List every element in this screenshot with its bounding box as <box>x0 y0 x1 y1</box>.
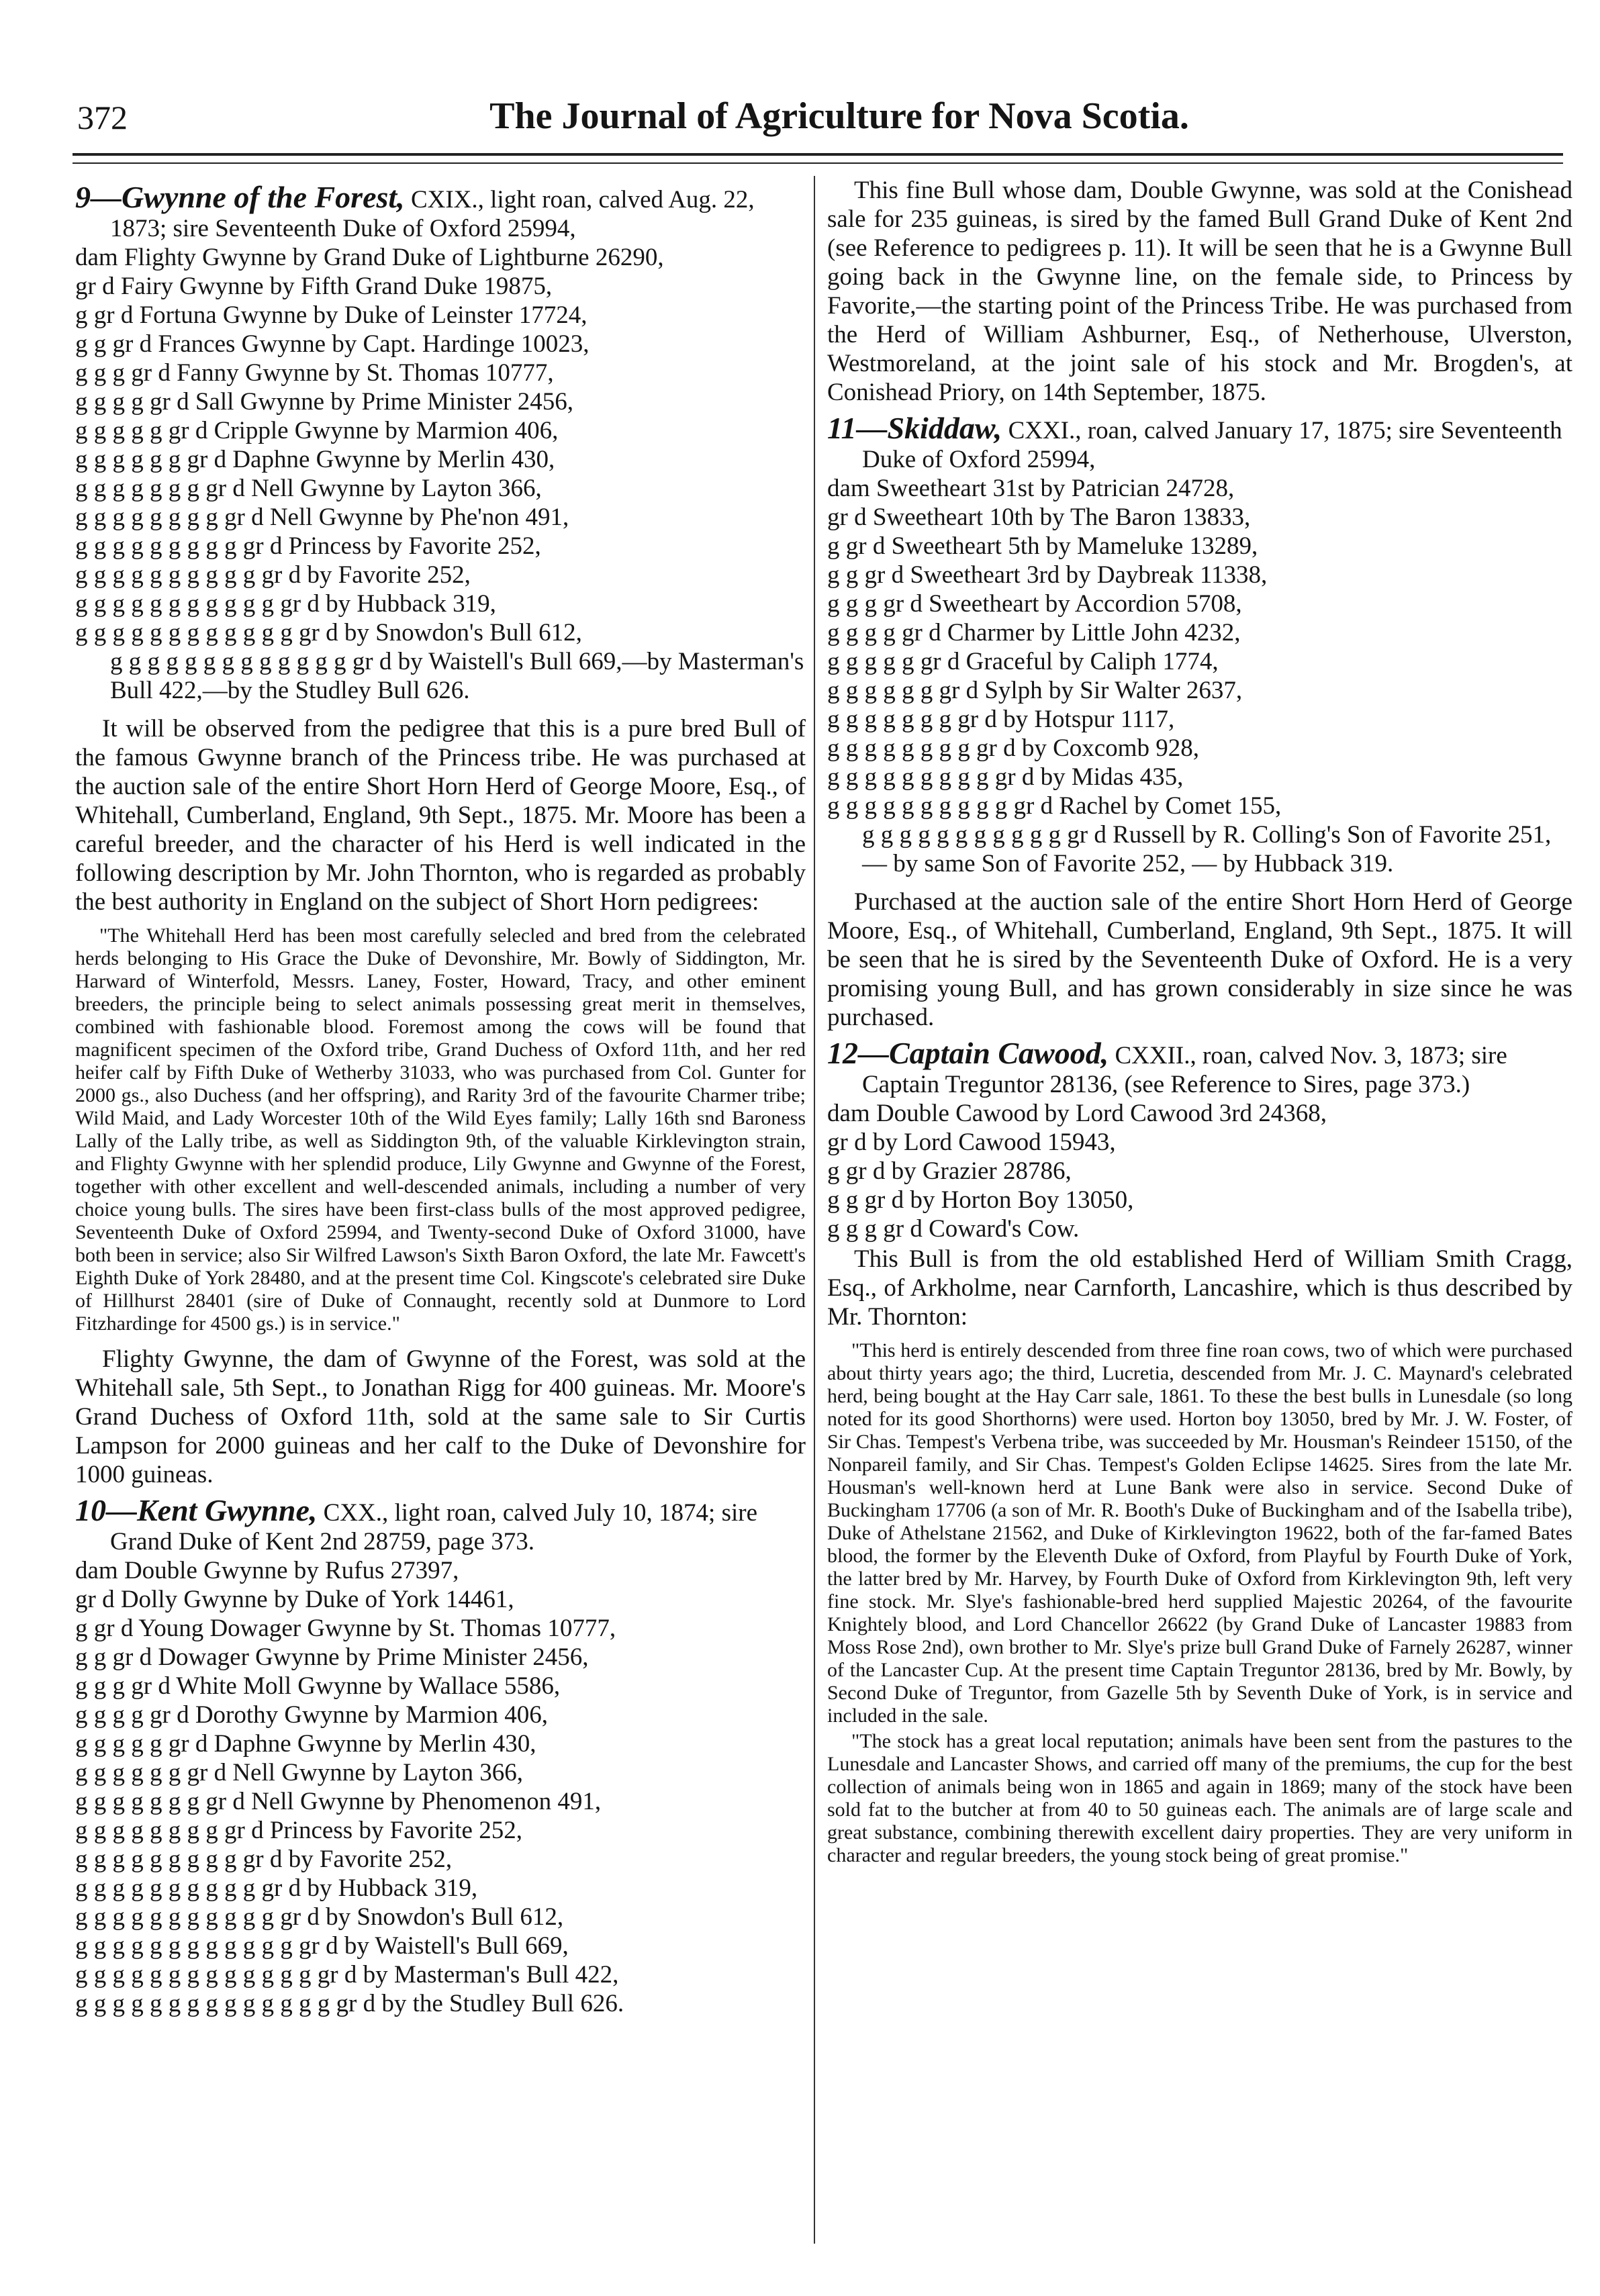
paragraph: This fine Bull whose dam, Double Gwynne, was sold at the Conishead sale for 235 guineas, is sired by the famed Bull Grand Duke of Kent 2nd (see Reference to pedigrees p. 11). It will be seen that he is a Gwynne Bull going back in the Gwynne line, on the female side, to Princess by Favorite,—the starting point of the Princess Tribe. He was purchased from the Herd of William Ashburner, Esq., of Netherhouse, Ulverston, Westmoreland, at the joint sale of his stock and Mr. Brogden's, at Conishead Priory, on 14th September, 1875. <box>827 177 1572 406</box>
pedigree-line: gr d Dolly Gwynne by Duke of York 14461, <box>75 1586 514 1613</box>
header-rule <box>73 153 1563 156</box>
paragraph: Flighty Gwynne, the dam of Gwynne of the Forest, was sold at the Whitehall sale, 5th Sept., to Jonathan Rigg for 400 guineas. Mr. Moore's Grand Duchess of Oxford 11th, sold at the same sale to Sir Curtis Lampson for 2000 guineas and her calf to the Duke of Devonshire for 1000 guineas. <box>75 1345 806 1488</box>
pedigree-line: g g g gr d White Moll Gwynne by Wallace 5586, <box>75 1672 561 1700</box>
pedigree-line: g g g g g g g g gr d Princess by Favorite 252, <box>75 1817 522 1844</box>
pedigree-line: g g g g g g g g g g g gr d by Hubback 319, <box>75 590 496 618</box>
pedigree-line: g g g g g g g g g g gr d Rachel by Comet 155, <box>827 792 1282 820</box>
entry-heading <box>827 1036 1572 1099</box>
pedigree-line: g g g g g g g g g g g g g gr d by Waistell's Bull 669,—by Masterman's Bull 422,—by the Studley Bull 626. <box>110 648 804 704</box>
pedigree-line: g g g gr d Fanny Gwynne by St. Thomas 10777, <box>75 359 554 387</box>
page-number: 372 <box>77 99 128 136</box>
pedigree-line: gr d by Lord Cawood 15943, <box>827 1129 1116 1156</box>
pedigree-line: g g g g g g g g gr d by Coxcomb 928, <box>827 734 1199 762</box>
pedigree-line: g gr d Fortuna Gwynne by Duke of Leinster 17724, <box>75 301 587 329</box>
entry-description: CXX., light roan, calved July 10, 1874; sire Grand Duke of Kent 2nd 28759, page 373. <box>110 1499 758 1556</box>
pedigree-line: dam Flighty Gwynne by Grand Duke of Lightburne 26290, <box>75 244 664 271</box>
pedigree-line: g g g g g g gr d Sylph by Sir Walter 2637, <box>827 677 1243 704</box>
entry-name: 12—Captain Cawood, <box>827 1036 1109 1070</box>
pedigree-line: g g g g g g g gr d by Hotspur 1117, <box>827 706 1175 733</box>
quotation: "This herd is entirely descended from three fine roan cows, two of which were purchased about thirty years ago; the third, Lucretia, descended from Mr. J. C. Maynard's celebrated herd, being bought at the Hay Carr sale, 1861. To these the best bulls in Lunesdale (so long noted for its good Shorthorns) were used. Horton boy 13050, bred by Mr. J. W. Foster, of Sir Chas. Tempest's Verbena tribe, was succeeded by Mr. Housman's Reindeer 15150, of the Nonpareil family, and Sir Chas. Tempest's Golden Eclipse 14625. Sires from the late Mr. Housman's well-known herd at Lune Bank were also in service. Second Duke of Buckingham 17706 (a son of Mr. R. Booth's Duke of Buckingham and of the Isabella tribe), Duke of Athelstane 21562, and Duke of Kirklevington 19622, both of the far-famed Bates blood, the former by the Eleventh Duke of Oxford, from Playful by Fourth Duke of York, the latter bred by Mr. Harvey, by Fourth Duke of Oxford from Kirklevington 9th, left very fine stock. Mr. Slye's fashionable-bred herd supplied Majestic 20264, of the favourite Knightely blood, and Lord Chancellor 26622 (by Grand Duke of Lancaster 19883 from Moss Rose 2nd), own brother to Mr. Slye's prize bull Grand Duke of Farnely 26287, winner of the Lancaster Cup. At the present time Captain Treguntor 28136, bred by Mr. Bowly, by Second Duke of Treguntor, from Gazelle 5th by Seventh Duke of York, is in service and included in the sale. <box>827 1339 1572 1727</box>
pedigree-line: g g g g g gr d Graceful by Caliph 1774, <box>827 648 1219 675</box>
pedigree-line: g g g g g g g g g gr d by Favorite 252, <box>75 1846 453 1873</box>
pedigree-line: g g g g gr d Charmer by Little John 4232, <box>827 619 1241 647</box>
entry-description: CXXII., roan, calved Nov. 3, 1873; sire Captain Treguntor 28136, (see Reference to Sires, page 373.) <box>862 1042 1507 1098</box>
entry-name: 10—Kent Gwynne, <box>75 1493 318 1527</box>
pedigree-line: g g g g g g g gr d Nell Gwynne by Phenomenon 491, <box>75 1788 602 1815</box>
journal-title: The Journal of Agriculture for Nova Scotia. <box>489 95 1189 137</box>
pedigree-line: g g g g g g g g g gr d Princess by Favorite 252, <box>75 532 541 560</box>
entry-heading <box>75 180 806 243</box>
quotation: "The stock has a great local reputation; animals have been sent from the pastures to the Lunesdale and Lancaster Shows, and carried off many of the premiums, the cup for the best collection of animals being won in 1865 and again in 1869; many of the stock have been sold fat to the butcher at from 40 to 50 guineas each. The animals are of large scale and great substance, combining therewith excellent dairy properties. They are very uniform in character and regular breeders, the young stock being of great promise." <box>827 1730 1572 1866</box>
pedigree-line: g g g g g g g g g g gr d by Favorite 252, <box>75 561 471 589</box>
pedigree-line: g gr d Sweetheart 5th by Mameluke 13289, <box>827 532 1258 560</box>
pedigree-line: dam Double Cawood by Lord Cawood 3rd 24368, <box>827 1100 1327 1127</box>
pedigree-line: g g g g g g g g g g g gr d by Snowdon's Bull 612, <box>75 1903 564 1931</box>
pedigree-line: g g g g g g g gr d Nell Gwynne by Layton 366, <box>75 475 542 502</box>
pedigree-line: g g g g g g g g g gr d by Midas 435, <box>827 763 1184 791</box>
pedigree <box>75 1556 806 2018</box>
pedigree-line: g gr d by Grazier 28786, <box>827 1157 1072 1185</box>
pedigree-line: g g g g g g g g gr d Nell Gwynne by Phe'non 491, <box>75 504 569 531</box>
quotation: "The Whitehall Herd has been most carefully selecled and bred from the celebrated herds belonging to His Grace the Duke of Devonshire, Mr. Bowly of Siddington, Mr. Harward of Winterfold, Messrs. Laney, Foster, Howard, Tracy, and other eminent breeders, the principle being to select animals possessing great merit in themselves, combined with fashionable blood. Foremost among the cows will be found that magnificent specimen of the Oxford tribe, Grand Duchess of Oxford 11th, and her red heifer calf by Fifth Duke of Wetherby 31033, who was purchased from Col. Gunter for 2000 gs., also Duchess (and her offspring), and Rarity 3rd of the favourite Charmer tribe; Wild Maid, and Lady Worcester 10th of the Wild Eyes family; Lally 16th snd Baroness Lally of the Lally tribe, as well as Siddington 9th, of the valuable Kirklevington strain, and Flighty Gwynne with her splendid produce, Lily Gwynne and Gwynne of the Forest, together with other excellent and well-descended animals, including a number of very choice young bulls. The sires have been first-class bulls of the most approved pedigree, Seventeenth Duke of Oxford 25994, and Twenty-second Duke of Oxford 31000, have both been in service; also Sir Wilfred Lawson's Sixth Baron Oxford, the late Mr. Fawcett's Eighth Duke of York 28480, and at the present time Col. Kingscote's celebrated sire Duke of Hillhurst 28401 (sire of Duke of Connaught, recently sold at Dunmore to Lord Fitzhardinge for 4500 gs.) is in service." <box>75 924 806 1335</box>
paragraph: Purchased at the auction sale of the entire Short Horn Herd of George Moore, Esq., of Whitehall, Cumberland, England, 9th Sept., 1875. It will be seen that he is sired by the Seventeenth Duke of Oxford. He is a very promising young Bull, and has grown considerably in size since he was purchased. <box>827 888 1572 1031</box>
pedigree-line: g g g g g gr d Cripple Gwynne by Marmion 406, <box>75 417 559 444</box>
pedigree-line: g g gr d by Horton Boy 13050, <box>827 1186 1134 1214</box>
pedigree-line: g gr d Young Dowager Gwynne by St. Thomas 10777, <box>75 1615 616 1642</box>
entry-heading <box>827 411 1572 474</box>
pedigree-line: g g gr d Frances Gwynne by Capt. Hardinge 10023, <box>75 330 590 358</box>
pedigree-line: g g g g g gr d Daphne Gwynne by Merlin 430, <box>75 1730 536 1758</box>
entry-name: 11—Skiddaw, <box>827 411 1002 445</box>
pedigree-line: g g gr d Dowager Gwynne by Prime Minister 2456, <box>75 1643 589 1671</box>
pedigree-line: g g g gr d Sweetheart by Accordion 5708, <box>827 590 1242 618</box>
pedigree-line: g g g g g g gr d Nell Gwynne by Layton 366, <box>75 1759 523 1786</box>
pedigree-line: g g g g g g g g g g g g g g gr d by the Studley Bull 626. <box>75 1990 624 2017</box>
entry-description: CXIX., light roan, calved Aug. 22, 1873; sire Seventeenth Duke of Oxford 25994, <box>110 186 755 242</box>
pedigree-line: g g g g gr d Sall Gwynne by Prime Minister 2456, <box>75 388 574 416</box>
pedigree-line: dam Sweetheart 31st by Patrician 24728, <box>827 475 1235 502</box>
entry-name: 9—Gwynne of the Forest, <box>75 180 405 214</box>
right-column <box>814 176 1572 2244</box>
left-column <box>75 176 806 2018</box>
entry-heading <box>75 1493 806 1556</box>
pedigree-line: gr d Sweetheart 10th by The Baron 13833, <box>827 504 1251 531</box>
header-rule-thin <box>73 162 1563 164</box>
pedigree <box>75 243 806 705</box>
paragraph: This Bull is from the old established Herd of William Smith Cragg, Esq., of Arkholme, near Carnforth, Lancashire, which is thus described by Mr. Thornton: <box>827 1245 1572 1331</box>
pedigree-line: gr d Fairy Gwynne by Fifth Grand Duke 19875, <box>75 273 553 300</box>
pedigree-line: g g g g g g g g g g g gr d Russell by R. Colling's Son of Favorite 251, — by same Son of Favorite 252, — by Hubback 319. <box>862 821 1552 877</box>
pedigree-line: g g g gr d Coward's Cow. <box>827 1215 1080 1243</box>
pedigree-line: g g gr d Sweetheart 3rd by Daybreak 11338, <box>827 561 1268 589</box>
pedigree-line: g g g g g g gr d Daphne Gwynne by Merlin 430, <box>75 446 555 473</box>
pedigree-line: g g g g g g g g g g g g g gr d by Masterman's Bull 422, <box>75 1961 619 1989</box>
pedigree-line: g g g g g g g g g g g g gr d by Snowdon's Bull 612, <box>75 619 582 647</box>
entry-description: CXXI., roan, calved January 17, 1875; sire Seventeenth Duke of Oxford 25994, <box>862 417 1562 473</box>
pedigree-line: g g g g g g g g g g gr d by Hubback 319, <box>75 1874 478 1902</box>
pedigree <box>827 474 1572 878</box>
pedigree-line: g g g g g g g g g g g g gr d by Waistell's Bull 669, <box>75 1932 569 1960</box>
paragraph: It will be observed from the pedigree that this is a pure bred Bull of the famous Gwynne branch of the Princess tribe. He was purchased at the auction sale of the entire Short Horn Herd of George Moore, Esq., of Whitehall, Cumberland, England, 9th Sept., 1875. Mr. Moore has been a careful breeder, and the character of his Herd is well indicated in the following description by Mr. John Thornton, who is regarded as probably the best authority in England on the subject of Short Horn pedigrees: <box>75 715 806 916</box>
pedigree-line: dam Double Gwynne by Rufus 27397, <box>75 1557 459 1584</box>
pedigree-line: g g g g gr d Dorothy Gwynne by Marmion 406, <box>75 1701 548 1729</box>
pedigree <box>827 1099 1572 1243</box>
